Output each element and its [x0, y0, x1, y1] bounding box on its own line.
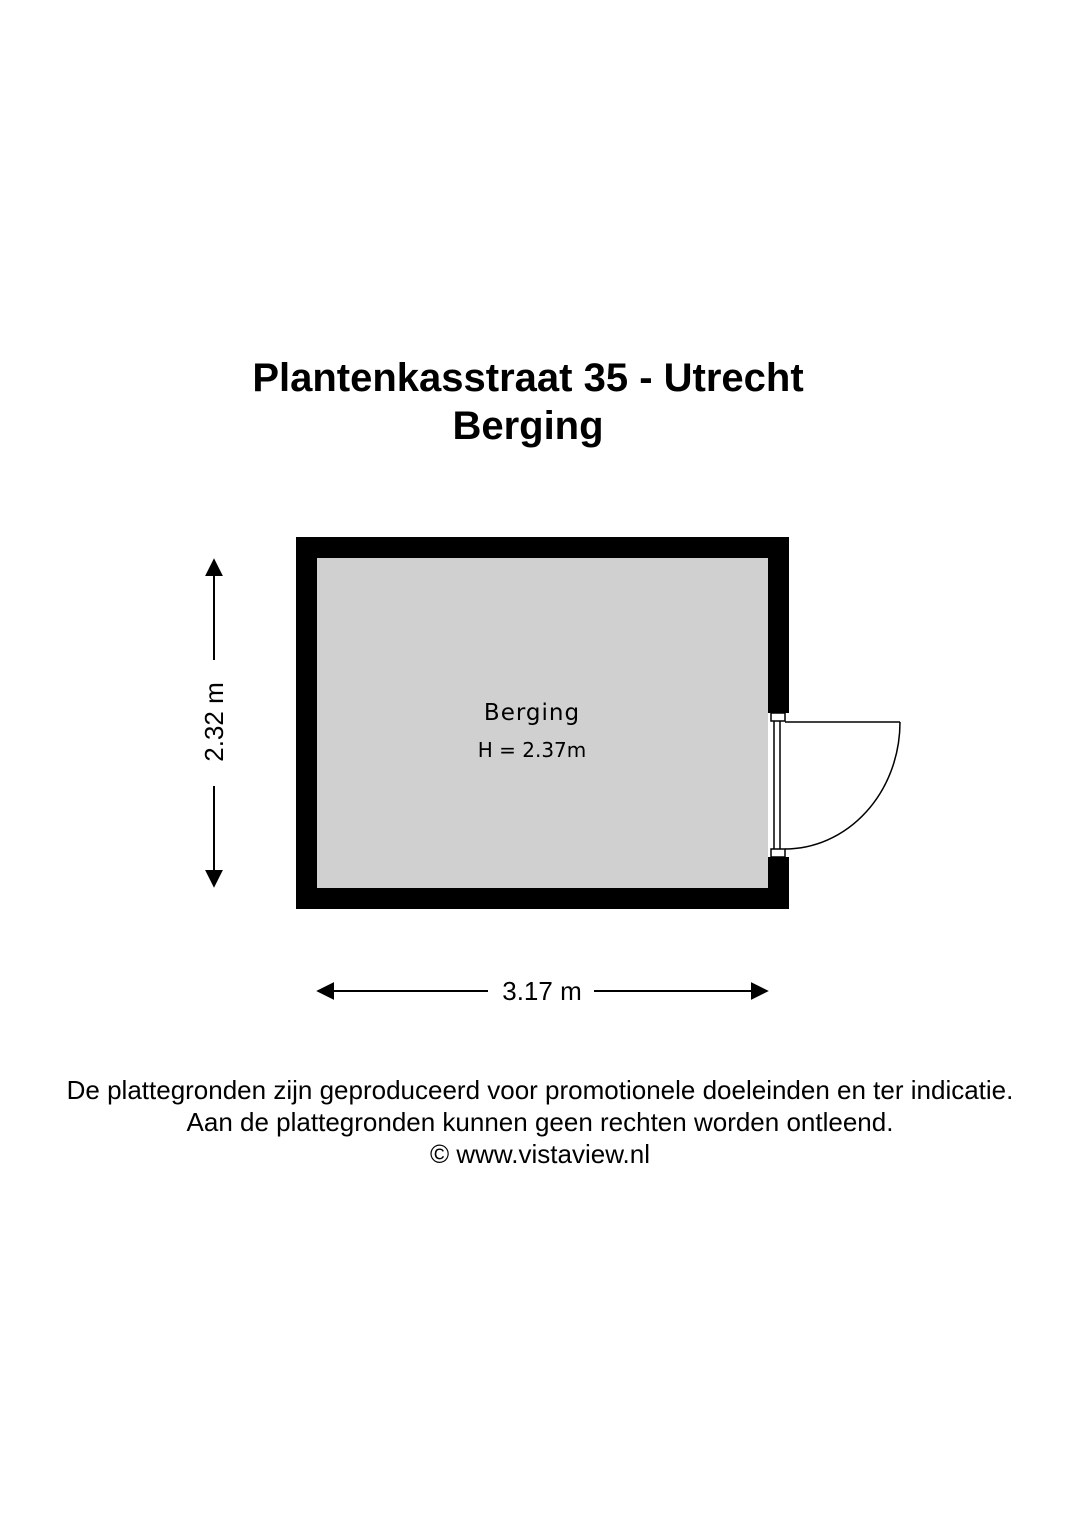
copyright-line: © www.vistaview.nl	[430, 1139, 650, 1169]
plan-title: Plantenkasstraat 35 - Utrecht	[252, 356, 804, 400]
room-height-label: H = 2.37m	[477, 738, 587, 762]
disclaimer-line-2: Aan de plattegronden kunnen geen rechten worden ontleend.	[186, 1107, 894, 1137]
disclaimer-line-1: De plattegronden zijn geproduceerd voor promotionele doeleinden en ter indicatie.	[66, 1075, 1014, 1105]
room-label: Berging	[483, 700, 581, 726]
width-dimension-label: 3.17 m	[492, 974, 592, 1008]
door-swing-arc	[785, 722, 900, 849]
plan-subtitle: Berging	[452, 404, 604, 448]
door	[768, 713, 900, 857]
depth-dimension-label: 2.32 m	[197, 672, 231, 772]
